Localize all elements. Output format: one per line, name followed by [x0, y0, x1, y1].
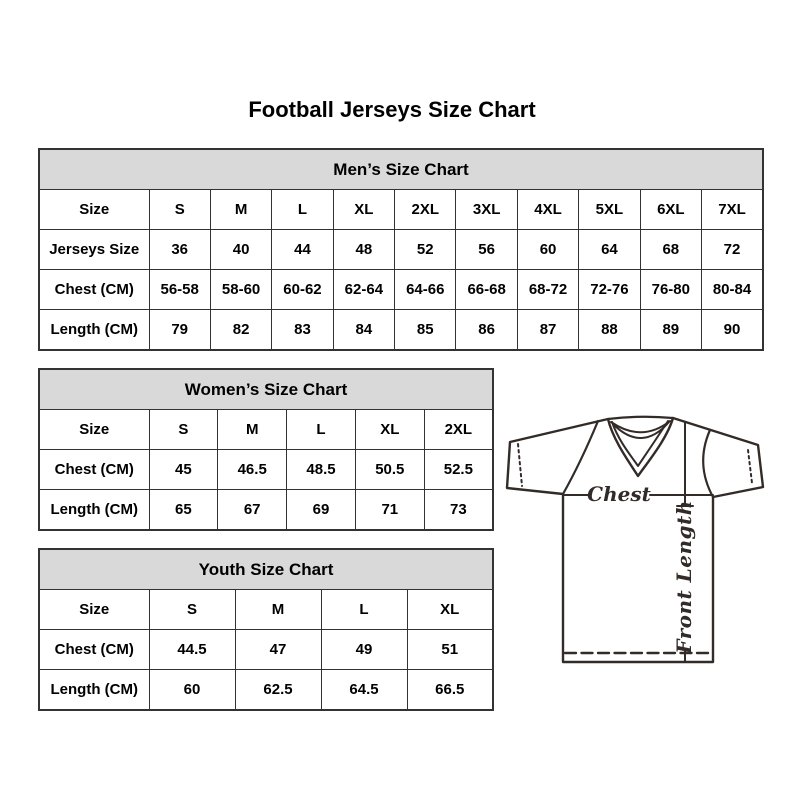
value-cell: 4XL [517, 190, 578, 230]
value-cell: S [149, 590, 235, 630]
value-cell: 67 [218, 490, 287, 531]
youth-size-table [38, 548, 494, 711]
value-cell: 52.5 [424, 450, 493, 490]
table-title-row [39, 549, 493, 590]
value-cell: M [210, 190, 271, 230]
value-cell: 73 [424, 490, 493, 531]
value-cell: 80-84 [702, 270, 763, 310]
value-cell: L [321, 590, 407, 630]
row-label-cell: Jerseys Size [39, 230, 149, 270]
row-label-cell: Chest (CM) [39, 450, 149, 490]
value-cell: 64.5 [321, 670, 407, 711]
value-cell: 40 [210, 230, 271, 270]
value-cell: 50.5 [355, 450, 424, 490]
chest-label: Chest [587, 482, 651, 506]
value-cell: 85 [395, 310, 456, 351]
table-row [39, 410, 493, 450]
value-cell: 62.5 [235, 670, 321, 711]
value-cell: 48 [333, 230, 394, 270]
value-cell: 79 [149, 310, 210, 351]
value-cell: 56-58 [149, 270, 210, 310]
value-cell: 48.5 [287, 450, 356, 490]
value-cell: 76-80 [640, 270, 701, 310]
mens-table-title: Men’s Size Chart [39, 149, 763, 190]
table-row [39, 190, 763, 230]
mens-size-table [38, 148, 764, 351]
row-label-cell: Size [39, 190, 149, 230]
front-length-label: Front Length [672, 500, 696, 654]
value-cell: 68-72 [517, 270, 578, 310]
value-cell: 60 [517, 230, 578, 270]
table-title-row [39, 149, 763, 190]
value-cell: M [218, 410, 287, 450]
table-row [39, 450, 493, 490]
table-row [39, 630, 493, 670]
value-cell: 65 [149, 490, 218, 531]
value-cell: 90 [702, 310, 763, 351]
value-cell: 69 [287, 490, 356, 531]
value-cell: S [149, 410, 218, 450]
value-cell: 60-62 [272, 270, 333, 310]
value-cell: 49 [321, 630, 407, 670]
table-row [39, 310, 763, 351]
table-row [39, 670, 493, 711]
row-label-cell: Size [39, 590, 149, 630]
value-cell: 66.5 [407, 670, 493, 711]
value-cell: 68 [640, 230, 701, 270]
value-cell: 47 [235, 630, 321, 670]
value-cell: 58-60 [210, 270, 271, 310]
row-label-cell: Size [39, 410, 149, 450]
value-cell: 6XL [640, 190, 701, 230]
value-cell: 7XL [702, 190, 763, 230]
value-cell: M [235, 590, 321, 630]
value-cell: 2XL [395, 190, 456, 230]
value-cell: 88 [579, 310, 640, 351]
value-cell: XL [355, 410, 424, 450]
table-row [39, 230, 763, 270]
row-label-cell: Length (CM) [39, 310, 149, 351]
value-cell: 86 [456, 310, 517, 351]
value-cell: 2XL [424, 410, 493, 450]
value-cell: 5XL [579, 190, 640, 230]
value-cell: 45 [149, 450, 218, 490]
value-cell: L [287, 410, 356, 450]
value-cell: XL [407, 590, 493, 630]
table-row [39, 590, 493, 630]
table-row [39, 270, 763, 310]
value-cell: 71 [355, 490, 424, 531]
row-label-cell: Chest (CM) [39, 630, 149, 670]
value-cell: L [272, 190, 333, 230]
row-label-cell: Length (CM) [39, 490, 149, 531]
youth-table-title: Youth Size Chart [39, 549, 493, 590]
value-cell: 64-66 [395, 270, 456, 310]
page-title: Football Jerseys Size Chart [248, 97, 536, 122]
row-label-cell: Chest (CM) [39, 270, 149, 310]
table-row [39, 490, 493, 531]
collar-top-line [608, 417, 673, 419]
value-cell: 3XL [456, 190, 517, 230]
value-cell: 56 [456, 230, 517, 270]
value-cell: 36 [149, 230, 210, 270]
value-cell: 52 [395, 230, 456, 270]
value-cell: 83 [272, 310, 333, 351]
value-cell: 84 [333, 310, 394, 351]
womens-size-table [38, 368, 494, 531]
value-cell: 60 [149, 670, 235, 711]
value-cell: 51 [407, 630, 493, 670]
value-cell: 87 [517, 310, 578, 351]
table-title-row [39, 369, 493, 410]
value-cell: 66-68 [456, 270, 517, 310]
collar-back-arc-inner [613, 422, 669, 438]
value-cell: S [149, 190, 210, 230]
value-cell: 62-64 [333, 270, 394, 310]
womens-table-title: Women’s Size Chart [39, 369, 493, 410]
jersey-outline [507, 418, 763, 662]
jersey-measurement-diagram-icon [505, 402, 765, 687]
value-cell: 64 [579, 230, 640, 270]
value-cell: 89 [640, 310, 701, 351]
value-cell: 82 [210, 310, 271, 351]
value-cell: XL [333, 190, 394, 230]
row-label-cell: Length (CM) [39, 670, 149, 711]
value-cell: 44 [272, 230, 333, 270]
value-cell: 72-76 [579, 270, 640, 310]
value-cell: 72 [702, 230, 763, 270]
value-cell: 46.5 [218, 450, 287, 490]
value-cell: 44.5 [149, 630, 235, 670]
